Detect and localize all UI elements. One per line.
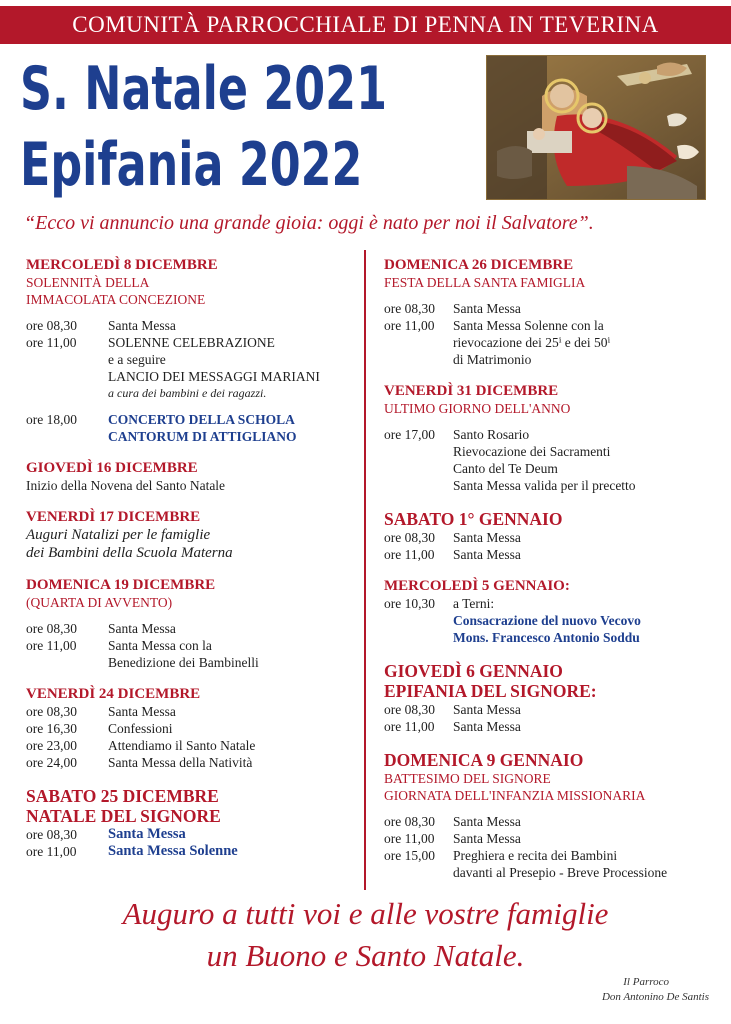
day-section: [26, 577, 356, 671]
column-divider: [364, 250, 366, 890]
event-description: Santa Messa Solenne con la: [453, 318, 604, 333]
event-description: Santa Messa valida per il precetto: [453, 478, 636, 493]
event-description: a cura dei bambini e dei ragazzi.: [108, 386, 267, 400]
event-time: ore 11,00: [26, 638, 77, 653]
event-row: [384, 546, 724, 563]
gospel-quote: “Ecco vi annuncio una grande gioia: oggi è nato per noi il Salvatore”.: [24, 212, 594, 234]
event-description: Santa Messa con la: [108, 638, 212, 653]
event-description: CONCERTO DELLA SCHOLA: [108, 412, 295, 427]
event-description: Santa Messa: [108, 318, 176, 333]
event-description: LANCIO DEI MESSAGGI MARIANI: [108, 369, 320, 384]
event-row: [384, 529, 724, 546]
signature-title: Il Parroco: [623, 976, 669, 988]
day-heading: SABATO 1° GENNAIO: [384, 509, 563, 529]
event-row: [26, 428, 356, 445]
event-row: [384, 317, 724, 334]
event-description: Preghiera e recita dei Bambini: [453, 848, 618, 863]
day-section: [384, 578, 724, 646]
event-row: [26, 637, 356, 654]
day-heading-subtitle: EPIFANIA DEL SIGNORE:: [384, 681, 597, 701]
event-time: ore 08,30: [26, 704, 77, 719]
event-row: [26, 754, 356, 771]
event-time: ore 08,30: [26, 621, 77, 636]
event-time: ore 23,00: [26, 738, 77, 753]
day-subtitle: BATTESIMO DEL SIGNORE: [384, 771, 551, 786]
day-heading: MERCOLEDÌ 8 DICEMBRE: [26, 257, 218, 273]
event-description: Canto del Te Deum: [453, 461, 558, 476]
event-time: ore 08,30: [384, 702, 435, 717]
day-heading: DOMENICA 26 DICEMBRE: [384, 257, 574, 273]
event-time: ore 11,00: [384, 318, 435, 333]
event-row: [384, 477, 724, 494]
day-heading: VENERDÌ 31 DICEMBRE: [384, 383, 559, 399]
event-row: [384, 334, 724, 351]
day-section: [384, 661, 724, 735]
day-heading: DOMENICA 19 DICEMBRE: [26, 577, 216, 593]
event-time: ore 24,00: [26, 755, 77, 770]
day-subtitle: GIORNATA DELL'INFANZIA MISSIONARIA: [384, 788, 646, 803]
day-section: [26, 509, 356, 562]
event-row: [384, 460, 724, 477]
event-description: Confessioni: [108, 721, 173, 736]
event-row: [384, 426, 724, 443]
event-description: Mons. Francesco Antonio Soddu: [453, 630, 640, 645]
day-subtitle: SOLENNITÀ DELLA: [26, 275, 150, 290]
day-heading-subtitle: NATALE DEL SIGNORE: [26, 806, 221, 826]
event-time: ore 08,30: [384, 814, 435, 829]
event-description: Attendiamo il Santo Natale: [108, 738, 256, 753]
event-time: ore 11,00: [384, 831, 435, 846]
event-row: [26, 385, 356, 402]
event-row: [384, 701, 724, 718]
event-row: [26, 737, 356, 754]
day-subtitle: ULTIMO GIORNO DELL'ANNO: [384, 401, 571, 416]
event-time: ore 17,00: [384, 427, 435, 442]
day-section: [384, 750, 724, 881]
event-description: Consacrazione del nuovo Vecovo: [453, 613, 641, 628]
event-row: [26, 368, 356, 385]
day-subtitle: IMMACOLATA CONCEZIONE: [26, 292, 206, 307]
day-heading: GIOVEDÌ 6 GENNAIO: [384, 661, 563, 681]
day-section: [384, 509, 724, 563]
event-time: ore 11,00: [26, 335, 77, 350]
spacer: [384, 804, 724, 813]
event-time: ore 08,30: [26, 318, 77, 333]
title-epiphany: Epifania 2022: [20, 130, 363, 200]
schedule-left-column: [26, 257, 356, 875]
event-row: [384, 351, 724, 368]
event-row: [384, 813, 724, 830]
event-description: Santa Messa: [453, 831, 521, 846]
event-time: ore 10,30: [384, 596, 435, 611]
day-subtitle: (QUARTA DI AVVENTO): [26, 595, 173, 610]
event-description: Santa Messa Solenne: [108, 843, 238, 859]
greeting-line-1: Auguro a tutti voi e alle vostre famiglie: [122, 896, 609, 931]
event-description: Santa Messa: [453, 702, 521, 717]
event-time: ore 08,30: [384, 301, 435, 316]
event-description: Santa Messa: [453, 530, 521, 545]
day-heading: DOMENICA 9 GENNAIO: [384, 750, 584, 770]
title-christmas: S. Natale 2021: [20, 54, 387, 124]
event-row: [384, 300, 724, 317]
event-description: CANTORUM DI ATTIGLIANO: [108, 429, 297, 444]
nativity-painting: [486, 55, 706, 200]
event-row: [384, 443, 724, 460]
day-note: dei Bambini della Scuola Materna: [26, 545, 233, 561]
event-description: rievocazione dei 25ⁱ e dei 50ⁱ: [453, 335, 611, 350]
nativity-painting-art: [487, 56, 705, 199]
event-row: [384, 629, 724, 646]
event-row: [26, 317, 356, 334]
day-note: Auguri Natalizi per le famiglie: [26, 527, 211, 543]
event-row: [26, 720, 356, 737]
event-time: ore 18,00: [26, 412, 77, 427]
event-description: Santa Messa: [108, 621, 176, 636]
event-row: [384, 830, 724, 847]
event-time: ore 16,30: [26, 721, 77, 736]
day-heading: VENERDÌ 17 DICEMBRE: [26, 509, 201, 525]
event-time: ore 11,00: [384, 547, 435, 562]
event-description: di Matrimonio: [453, 352, 532, 367]
event-description: Santa Messa della Natività: [108, 755, 253, 770]
greeting-line-2: un Buono e Santo Natale.: [206, 938, 525, 973]
day-note: Inizio della Novena del Santo Natale: [26, 478, 226, 493]
day-section: [26, 460, 356, 494]
event-time: ore 15,00: [384, 848, 435, 863]
event-description: Santa Messa: [108, 826, 186, 842]
day-section: [26, 257, 356, 445]
event-row: [384, 612, 724, 629]
spacer: [26, 611, 356, 620]
day-heading: GIOVEDÌ 16 DICEMBRE: [26, 460, 198, 476]
day-section: [384, 383, 724, 494]
parish-name: COMUNITÀ PARROCCHIALE DI PENNA IN TEVERINA: [72, 12, 659, 37]
spacer: [384, 291, 724, 300]
day-section: [384, 257, 724, 368]
event-description: davanti al Presepio - Breve Processione: [453, 865, 668, 880]
event-row: [26, 826, 356, 843]
event-description: SOLENNE CELEBRAZIONE: [108, 335, 275, 350]
day-heading: SABATO 25 DICEMBRE: [26, 786, 219, 806]
event-description: Benedizione dei Bambinelli: [108, 655, 259, 670]
event-row: [26, 654, 356, 671]
day-section: [26, 686, 356, 771]
event-time: ore 08,30: [26, 827, 77, 842]
signature-name: Don Antonino De Santis: [601, 991, 709, 1003]
event-description: Santo Rosario: [453, 427, 530, 442]
event-time: ore 11,00: [384, 719, 435, 734]
event-row: [26, 620, 356, 637]
event-description: Santa Messa: [453, 719, 521, 734]
event-description: Santa Messa: [453, 814, 521, 829]
event-time: ore 11,00: [26, 844, 77, 859]
spacer: [384, 417, 724, 426]
event-row: [26, 703, 356, 720]
schedule-right-column: [384, 257, 724, 896]
event-row: [384, 847, 724, 864]
event-row: [26, 411, 356, 428]
day-heading: MERCOLEDÌ 5 GENNAIO:: [384, 578, 570, 594]
event-row: [26, 843, 356, 860]
event-time: ore 08,30: [384, 530, 435, 545]
event-description: Santa Messa: [453, 301, 521, 316]
event-description: Santa Messa: [108, 704, 176, 719]
event-row: [384, 595, 724, 612]
day-heading: VENERDÌ 24 DICEMBRE: [26, 686, 201, 702]
event-row: [26, 351, 356, 368]
day-section: [26, 786, 356, 860]
event-description: Santa Messa: [453, 547, 521, 562]
event-description: Rievocazione dei Sacramenti: [453, 444, 611, 459]
spacer: [26, 308, 356, 317]
event-row: [26, 334, 356, 351]
event-description: e a seguire: [108, 352, 166, 367]
event-row: [384, 718, 724, 735]
day-subtitle: FESTA DELLA SANTA FAMIGLIA: [384, 275, 586, 290]
event-description: a Terni:: [453, 596, 495, 611]
event-row: [384, 864, 724, 881]
